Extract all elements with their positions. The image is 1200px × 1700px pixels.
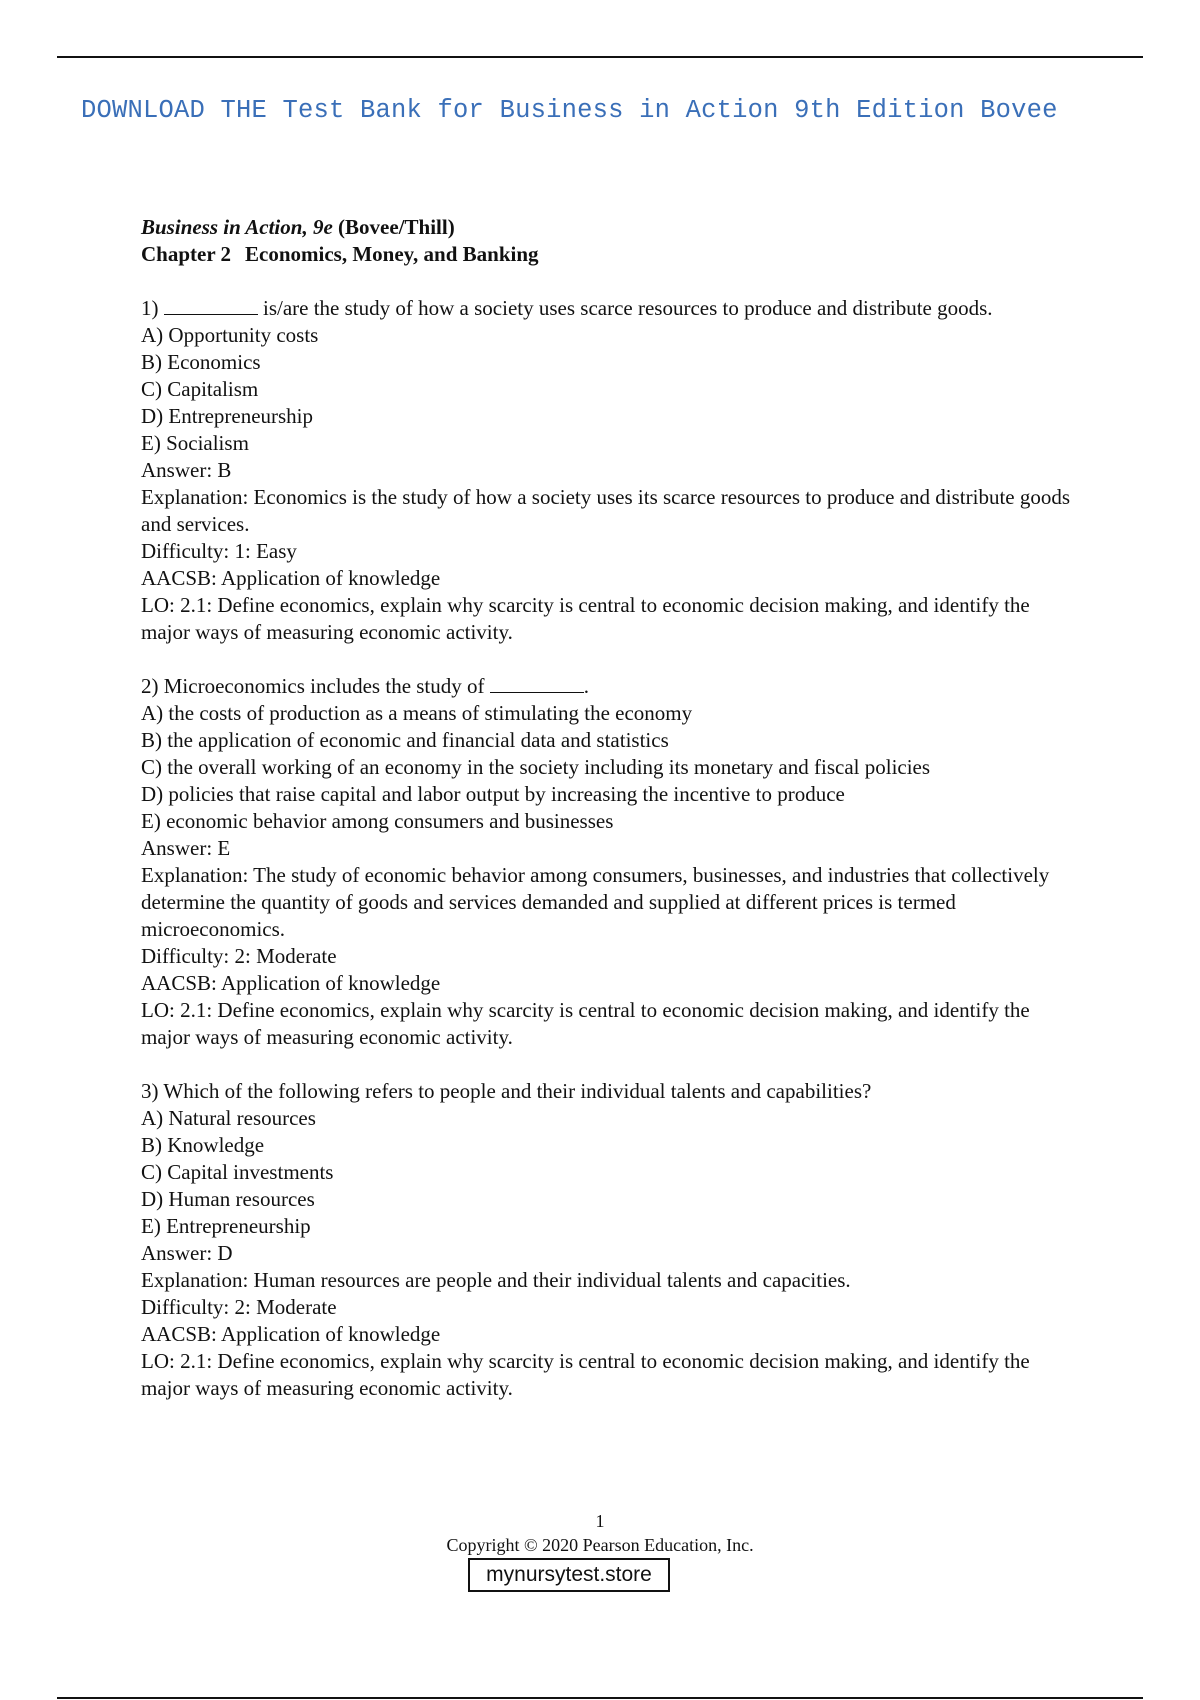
explanation: Explanation: Human resources are people and their individual talents and capacities. xyxy=(141,1268,851,1292)
option: E) Entrepreneurship xyxy=(141,1214,311,1238)
question-2 xyxy=(141,673,1081,1051)
page-number: 1 xyxy=(595,1511,605,1531)
option: C) Capitalism xyxy=(141,377,259,401)
question-stem: 2) Microeconomics includes the study of . xyxy=(141,674,590,698)
download-link[interactable]: DOWNLOAD THE Test Bank for Business in Action 9th Edition Bovee xyxy=(81,96,1058,125)
top-divider xyxy=(57,56,1143,58)
option: A) the costs of production as a means of stimulating the economy xyxy=(141,701,693,725)
difficulty: Difficulty: 2: Moderate xyxy=(141,944,337,968)
answer: Answer: D xyxy=(141,1241,233,1265)
book-header xyxy=(141,214,1081,241)
question-3 xyxy=(141,1078,1081,1402)
page-footer xyxy=(0,1509,1200,1557)
question-stem: 3) Which of the following refers to people and their individual talents and capabilities? xyxy=(141,1079,872,1103)
explanation: Explanation: The study of economic behavior among consumers, businesses, and industries that collectively determine the quantity of goods and services demanded and supplied at different prices is termed microeconomics. xyxy=(141,863,1050,941)
option: D) Entrepreneurship xyxy=(141,404,314,428)
learning-objective: LO: 2.1: Define economics, explain why scarcity is central to economic decision making, and identify the major ways of measuring economic activity. xyxy=(141,1349,1030,1400)
option: A) Natural resources xyxy=(141,1106,316,1130)
chapter-title: Economics, Money, and Banking xyxy=(245,242,539,266)
explanation: Explanation: Economics is the study of how a society uses its scarce resources to produce and distribute goods and services. xyxy=(141,485,1071,536)
option: E) economic behavior among consumers and businesses xyxy=(141,809,614,833)
chapter-label: Chapter 2 xyxy=(141,242,232,266)
option: E) Socialism xyxy=(141,431,249,455)
learning-objective: LO: 2.1: Define economics, explain why scarcity is central to economic decision making, and identify the major ways of measuring economic activity. xyxy=(141,998,1030,1049)
aacsb: AACSB: Application of knowledge xyxy=(141,1322,441,1346)
book-authors: (Bovee/Thill) xyxy=(338,215,455,239)
book-title: Business in Action, 9e xyxy=(141,215,333,239)
question-1 xyxy=(141,295,1081,646)
question-stem: 1) is/are the study of how a society uses scarce resources to produce and distribute goods. xyxy=(141,296,993,320)
answer: Answer: B xyxy=(141,458,232,482)
answer: Answer: E xyxy=(141,836,231,860)
answer-blank xyxy=(164,296,258,315)
bottom-divider xyxy=(57,1697,1143,1699)
option: B) the application of economic and financial data and statistics xyxy=(141,728,669,752)
aacsb: AACSB: Application of knowledge xyxy=(141,971,441,995)
option: B) Knowledge xyxy=(141,1133,265,1157)
watermark-stamp: mynursytest.store xyxy=(468,1558,670,1592)
document-body xyxy=(141,214,1081,1429)
learning-objective: LO: 2.1: Define economics, explain why scarcity is central to economic decision making, and identify the major ways of measuring economic activity. xyxy=(141,593,1030,644)
option: C) the overall working of an economy in the society including its monetary and fiscal policies xyxy=(141,755,931,779)
difficulty: Difficulty: 1: Easy xyxy=(141,539,297,563)
option: D) Human resources xyxy=(141,1187,315,1211)
option: B) Economics xyxy=(141,350,261,374)
answer-blank xyxy=(490,674,584,693)
chapter-heading xyxy=(141,241,1081,268)
option: D) policies that raise capital and labor output by increasing the incentive to produce xyxy=(141,782,845,806)
aacsb: AACSB: Application of knowledge xyxy=(141,566,441,590)
option: C) Capital investments xyxy=(141,1160,334,1184)
difficulty: Difficulty: 2: Moderate xyxy=(141,1295,337,1319)
copyright-notice: Copyright © 2020 Pearson Education, Inc. xyxy=(446,1535,754,1555)
option: A) Opportunity costs xyxy=(141,323,319,347)
